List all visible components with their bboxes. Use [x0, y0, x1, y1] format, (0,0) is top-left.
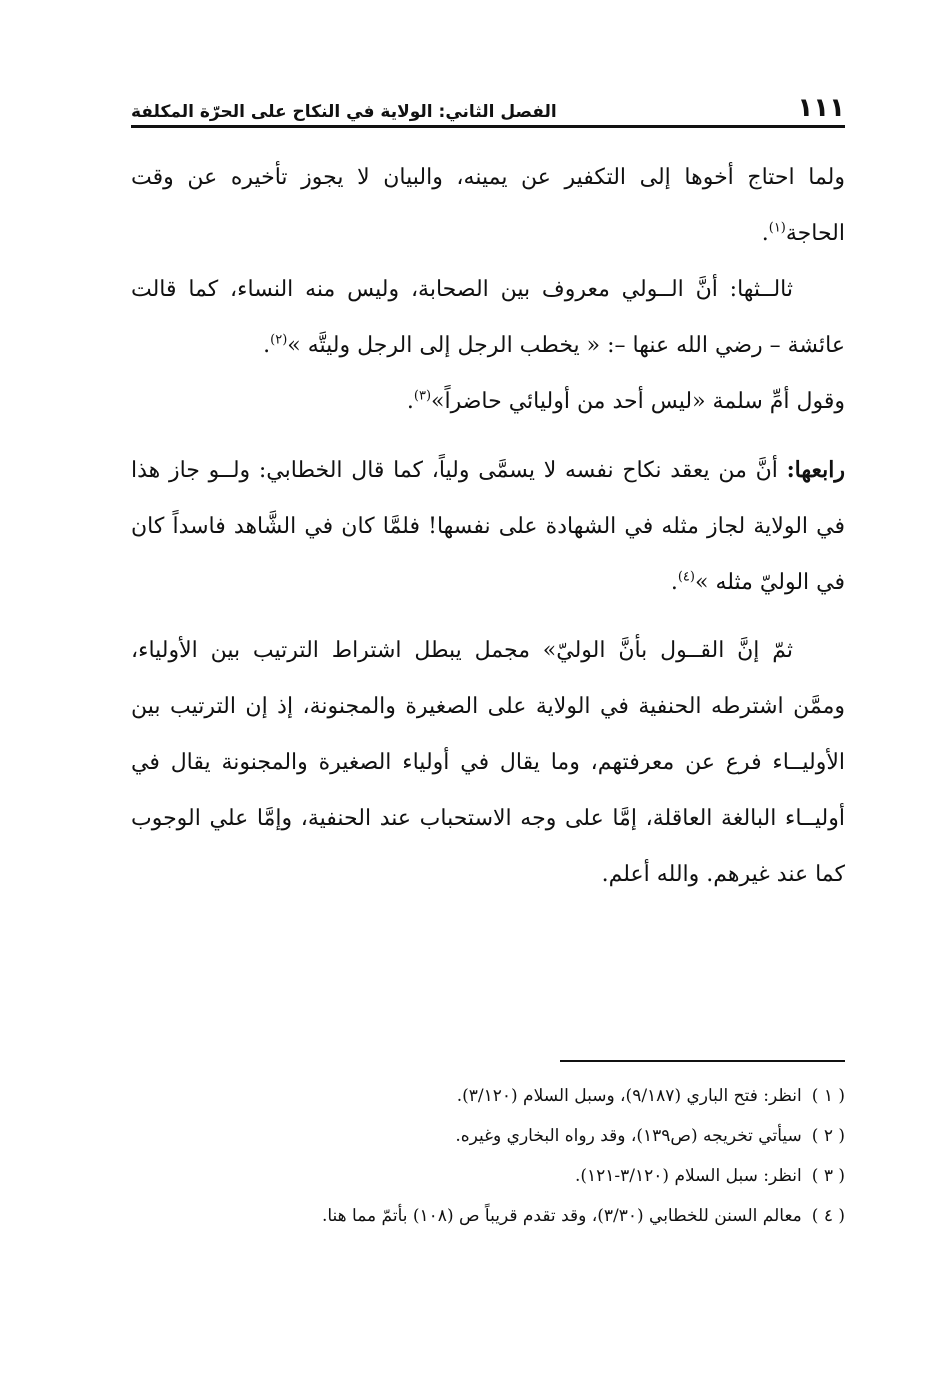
- footnote-ref-2[interactable]: (٢): [270, 332, 288, 348]
- footnote-3: [131, 1156, 845, 1196]
- footnote-number: ( ١ ): [811, 1086, 845, 1106]
- footnotes: [131, 1076, 845, 1236]
- paragraph-3-text: وقول أمِّ سلمة «ليس أحد من أوليائي حاضراً»: [431, 389, 845, 414]
- paragraph-2: [131, 262, 845, 374]
- footnote-ref-1[interactable]: (١): [768, 220, 786, 236]
- footnote-text: انظر: سبل السلام (٣/١٢٠-١٢١).: [574, 1166, 802, 1186]
- paragraph-1: [131, 150, 845, 262]
- page-number: ١١١: [797, 93, 845, 123]
- footnote-number: ( ٤ ): [811, 1206, 845, 1226]
- paragraph-4-lead: رابعها:: [786, 457, 845, 483]
- paragraph-2-text: ثالــثها: أنَّ الــولي معروف بين الصحابة، وليس منه النساء، كما قالت عائشة – رضي الله عنها –: « يخطب الرجل إلى الرجل وليتَّه »: [131, 277, 845, 358]
- paragraph-4-text: أنَّ من يعقد نكاح نفسه لا يسمَّى ولياً، كما قال الخطابي: ولــو جاز هذا في الولاية لجاز مثله في الشهادة على نفسها! فلمَّا كان في الشَّاهد فاسداً كان في الوليّ مثله »: [131, 458, 845, 595]
- running-title: الفصل الثاني: الولاية في النكاح على الحرّة المكلفة: [131, 102, 557, 122]
- paragraph-3-end: .: [406, 389, 414, 414]
- footnote-2: [131, 1116, 845, 1156]
- footnote-1: [131, 1076, 845, 1116]
- footnote-text: سيأتي تخريجه (ص١٣٩)، وقد رواه البخاري وغيره.: [455, 1126, 802, 1146]
- footnote-number: ( ٣ ): [811, 1166, 845, 1186]
- main-text: [131, 150, 845, 915]
- paragraph-2-end: .: [263, 333, 271, 358]
- paragraph-1-text: ولما احتاج أخوها إلى التكفير عن يمينه، والبيان لا يجوز تأخيره عن وقت الحاجة: [131, 165, 845, 246]
- footnote-separator: [560, 1060, 845, 1062]
- paragraph-3: [131, 374, 845, 430]
- paragraph-4: [131, 442, 845, 611]
- paragraph-1-end: .: [761, 221, 769, 246]
- footnote-text: معالم السنن للخطابي (٣/٣٠)، وقد تقدم قريباً ص (١٠٨) بأتمّ مما هنا.: [321, 1206, 802, 1226]
- footnote-text: انظر: فتح الباري (٩/١٨٧)، وسبل السلام (٣/١٢٠).: [456, 1086, 802, 1106]
- page-header: [131, 88, 845, 128]
- footnote-number: ( ٢ ): [811, 1126, 845, 1146]
- footnote-ref-3[interactable]: (٣): [413, 388, 432, 404]
- paragraph-5-text: ثمّ إنَّ القــول بأنَّ الوليّ» مجمل يبطل اشتراط الترتيب بين الأولياء، وممَّن اشترطه الحنفية في الولاية على الصغيرة والمجنونة، إذ إن الترتيب بين الأوليــاء فرع عن معرفتهم، وما يقال في أولياء الصغيرة والمجنونة يقال في أوليــاء البالغة العاقلة، إمَّا على وجه الاستحباب عند الحنفية، وإمَّا علي الوجوب كما عند غيرهم. والله أعلم.: [131, 638, 845, 887]
- paragraph-5: [131, 623, 845, 903]
- paragraph-4-end: .: [670, 570, 678, 595]
- footnote-ref-4[interactable]: (٤): [677, 569, 695, 585]
- footnote-4: [131, 1196, 845, 1236]
